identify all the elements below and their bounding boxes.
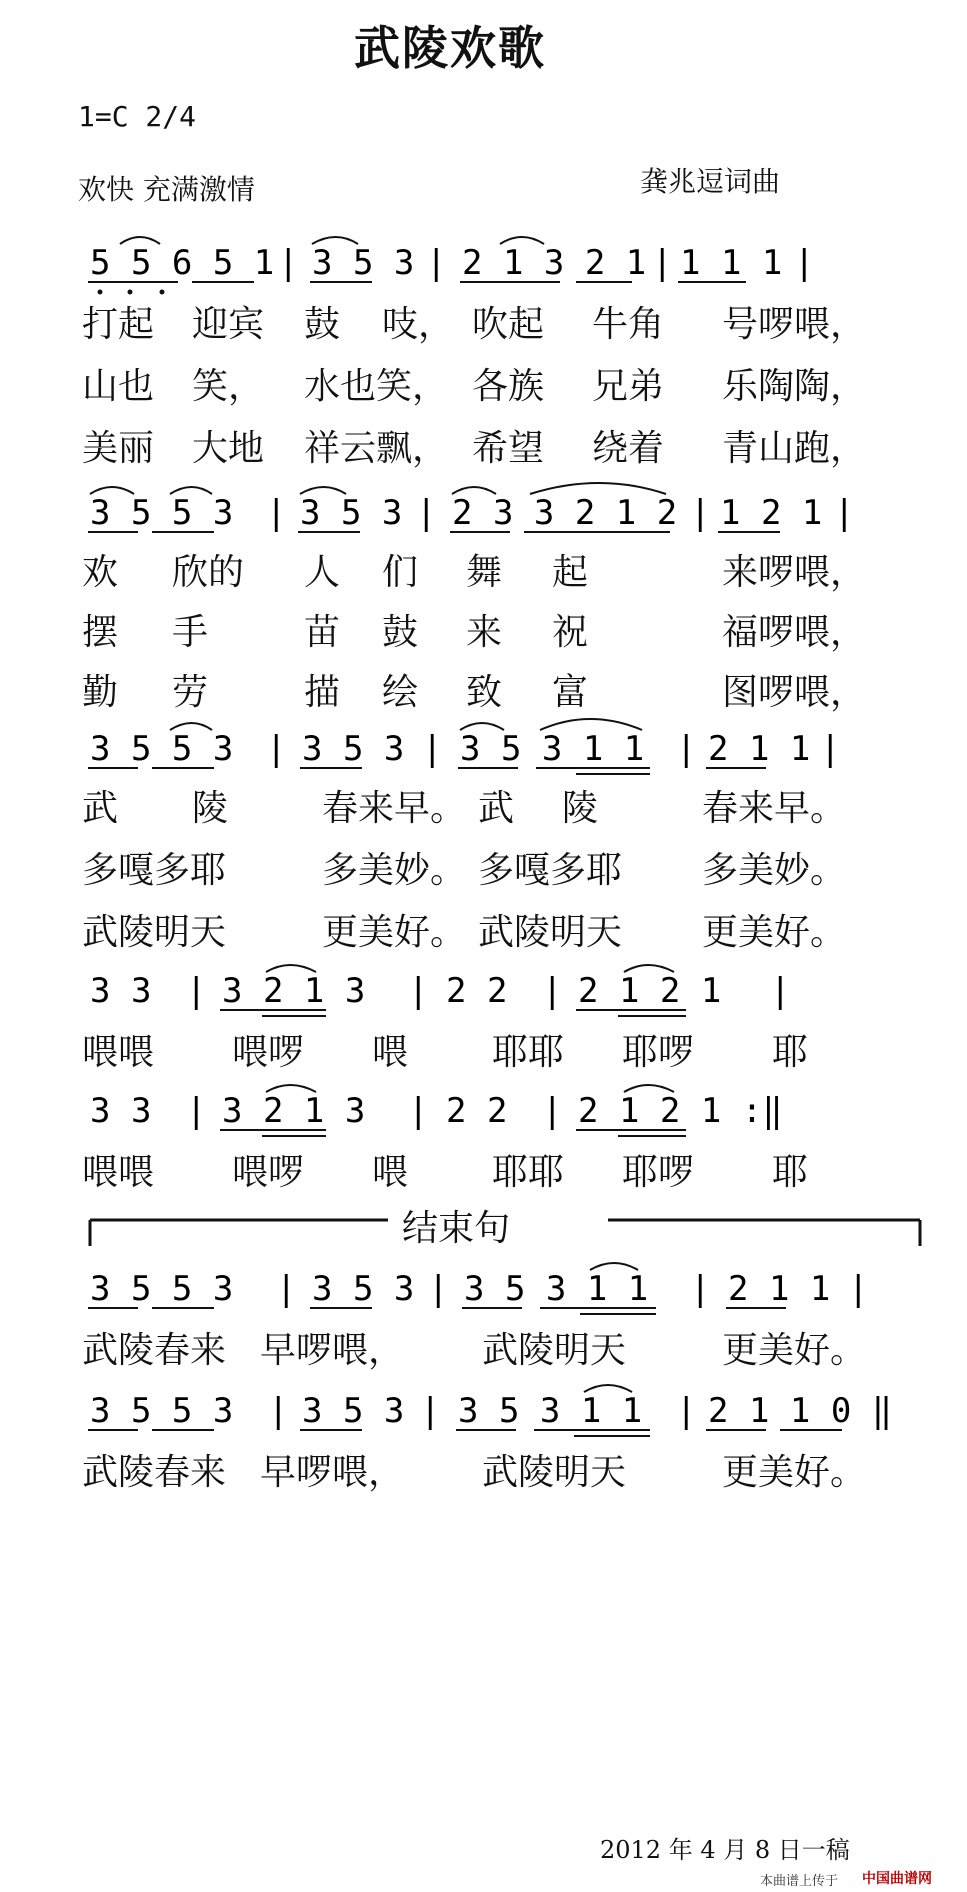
lyric-line-5-1: 喂喂 喂啰 喂 耶耶 耶啰 耶 <box>82 1152 809 1193</box>
tempo-marking: 欢快 充满激情 <box>78 173 255 206</box>
measure-1-2: 3 5 3 <box>312 243 415 283</box>
svg-text:|: | <box>542 1091 563 1131</box>
lyric-line-2-2: 摆 手 苗 鼓 来 祝 福啰喂， <box>82 612 867 653</box>
svg-text:|: | <box>690 493 711 533</box>
measure-1-3: 2 1 3 2 1 <box>462 243 647 283</box>
notation-line-2 <box>90 486 910 544</box>
svg-text:|: | <box>266 493 287 533</box>
svg-text:|: | <box>422 729 443 769</box>
measure-6-4: 2 1 1 <box>728 1269 831 1309</box>
page-title: 武陵欢歌 <box>354 21 546 75</box>
measure-6-3: 3 5 3 1 1 <box>464 1269 649 1309</box>
lyric-line-4-1: 喂喂 喂啰 喂 耶耶 耶啰 耶 <box>82 1032 809 1073</box>
lyric-line-2-3: 勤 劳 描 绘 致 富 图啰喂， <box>82 672 867 713</box>
section-label: 结束句 <box>402 1208 511 1249</box>
notation-line-7 <box>90 1384 910 1442</box>
svg-text:|: | <box>408 971 429 1011</box>
svg-text:|: | <box>278 243 299 283</box>
svg-text:|: | <box>186 971 207 1011</box>
svg-text:|: | <box>770 971 791 1011</box>
lyric-line-1-3: 美丽 大地 祥云飘， 希望 绕着 青山跑， <box>82 428 867 469</box>
svg-text:|: | <box>266 729 287 769</box>
notation-line-5 <box>90 1084 910 1142</box>
measure-5-4: 2 1 2 1 :‖ <box>578 1091 783 1131</box>
svg-text:|: | <box>416 493 437 533</box>
svg-text:|: | <box>676 729 697 769</box>
measure-5-3: 2 2 <box>446 1091 508 1131</box>
notation-line-4 <box>90 964 910 1022</box>
svg-text:|: | <box>420 1391 441 1431</box>
svg-text:|: | <box>408 1091 429 1131</box>
svg-text:|: | <box>676 1391 697 1431</box>
svg-text:|: | <box>690 1269 711 1309</box>
composer-credit: 龚兆逗词曲 <box>640 165 781 198</box>
measure-4-1: 3 3 <box>90 971 152 1011</box>
measure-4-4: 2 1 2 1 <box>578 971 722 1011</box>
lyric-line-3-2: 多嘎多耶 多美妙。 多嘎多耶 多美妙。 <box>82 850 847 891</box>
notation-line-6 <box>90 1262 910 1320</box>
svg-text:|: | <box>268 1391 289 1431</box>
lyric-line-7-1: 武陵春来 早啰喂， 武陵明天 更美好。 <box>82 1452 867 1493</box>
lyric-line-2-1: 欢 欣的 人 们 舞 起 来啰喂， <box>82 552 867 593</box>
measure-6-2: 3 5 3 <box>312 1269 415 1309</box>
measure-7-2: 3 5 3 <box>302 1391 405 1431</box>
measure-1-1: 5 5 6 5 1 <box>90 243 275 283</box>
measure-4-2: 3 2 1 3 <box>222 971 366 1011</box>
measure-3-4: 2 1 1 <box>708 729 811 769</box>
measure-3-1: 3 5 5 3 <box>90 729 234 769</box>
lyric-line-6-1: 武陵春来 早啰喂， 武陵明天 更美好。 <box>82 1330 867 1371</box>
notation-line-1 <box>90 236 910 294</box>
measure-2-3: 2 3 3 2 1 2 <box>452 493 678 533</box>
svg-text:|: | <box>426 243 447 283</box>
site-logo: 中国曲谱网 <box>862 1871 932 1887</box>
measure-2-1: 3 5 5 3 <box>90 493 234 533</box>
upload-credit: 本曲谱上传于 <box>760 1874 839 1889</box>
measure-3-2: 3 5 3 <box>302 729 405 769</box>
svg-text:|: | <box>652 243 673 283</box>
measure-5-1: 3 3 <box>90 1091 152 1131</box>
measure-6-1: 3 5 5 3 <box>90 1269 234 1309</box>
measure-2-4: 1 2 1 <box>720 493 823 533</box>
measure-7-3: 3 5 3 1 1 <box>458 1391 643 1431</box>
lyric-line-1-1: 打起 迎宾 鼓 吱， 吹起 牛角 号啰喂， <box>82 304 867 345</box>
lyric-line-3-3: 武陵明天 更美好。 武陵明天 更美好。 <box>82 912 847 953</box>
svg-text:|: | <box>428 1269 449 1309</box>
measure-7-1: 3 5 5 3 <box>90 1391 234 1431</box>
notation-line-3 <box>90 722 910 780</box>
svg-text:|: | <box>794 243 815 283</box>
measure-3-3: 3 5 3 1 1 <box>460 729 645 769</box>
measure-1-4: 1 1 1 <box>680 243 783 283</box>
svg-text:|: | <box>820 729 841 769</box>
measure-2-2: 3 5 3 <box>300 493 403 533</box>
svg-text:|: | <box>542 971 563 1011</box>
svg-text:|: | <box>848 1269 869 1309</box>
measure-7-4: 2 1 1 0 ‖ <box>708 1391 893 1431</box>
svg-text:|: | <box>186 1091 207 1131</box>
draft-date: 2012 年 4 月 8 日一稿 <box>600 1836 850 1864</box>
measure-4-3: 2 2 <box>446 971 508 1011</box>
lyric-line-1-2: 山也 笑， 水也笑， 各族 兄弟 乐陶陶， <box>82 366 867 407</box>
svg-text:|: | <box>276 1269 297 1309</box>
lyric-line-3-1: 武 陵 春来早。 武 陵 春来早。 <box>82 788 847 829</box>
key-signature: 1=C 2/4 <box>78 100 197 133</box>
measure-5-2: 3 2 1 3 <box>222 1091 366 1131</box>
svg-text:|: | <box>834 493 855 533</box>
